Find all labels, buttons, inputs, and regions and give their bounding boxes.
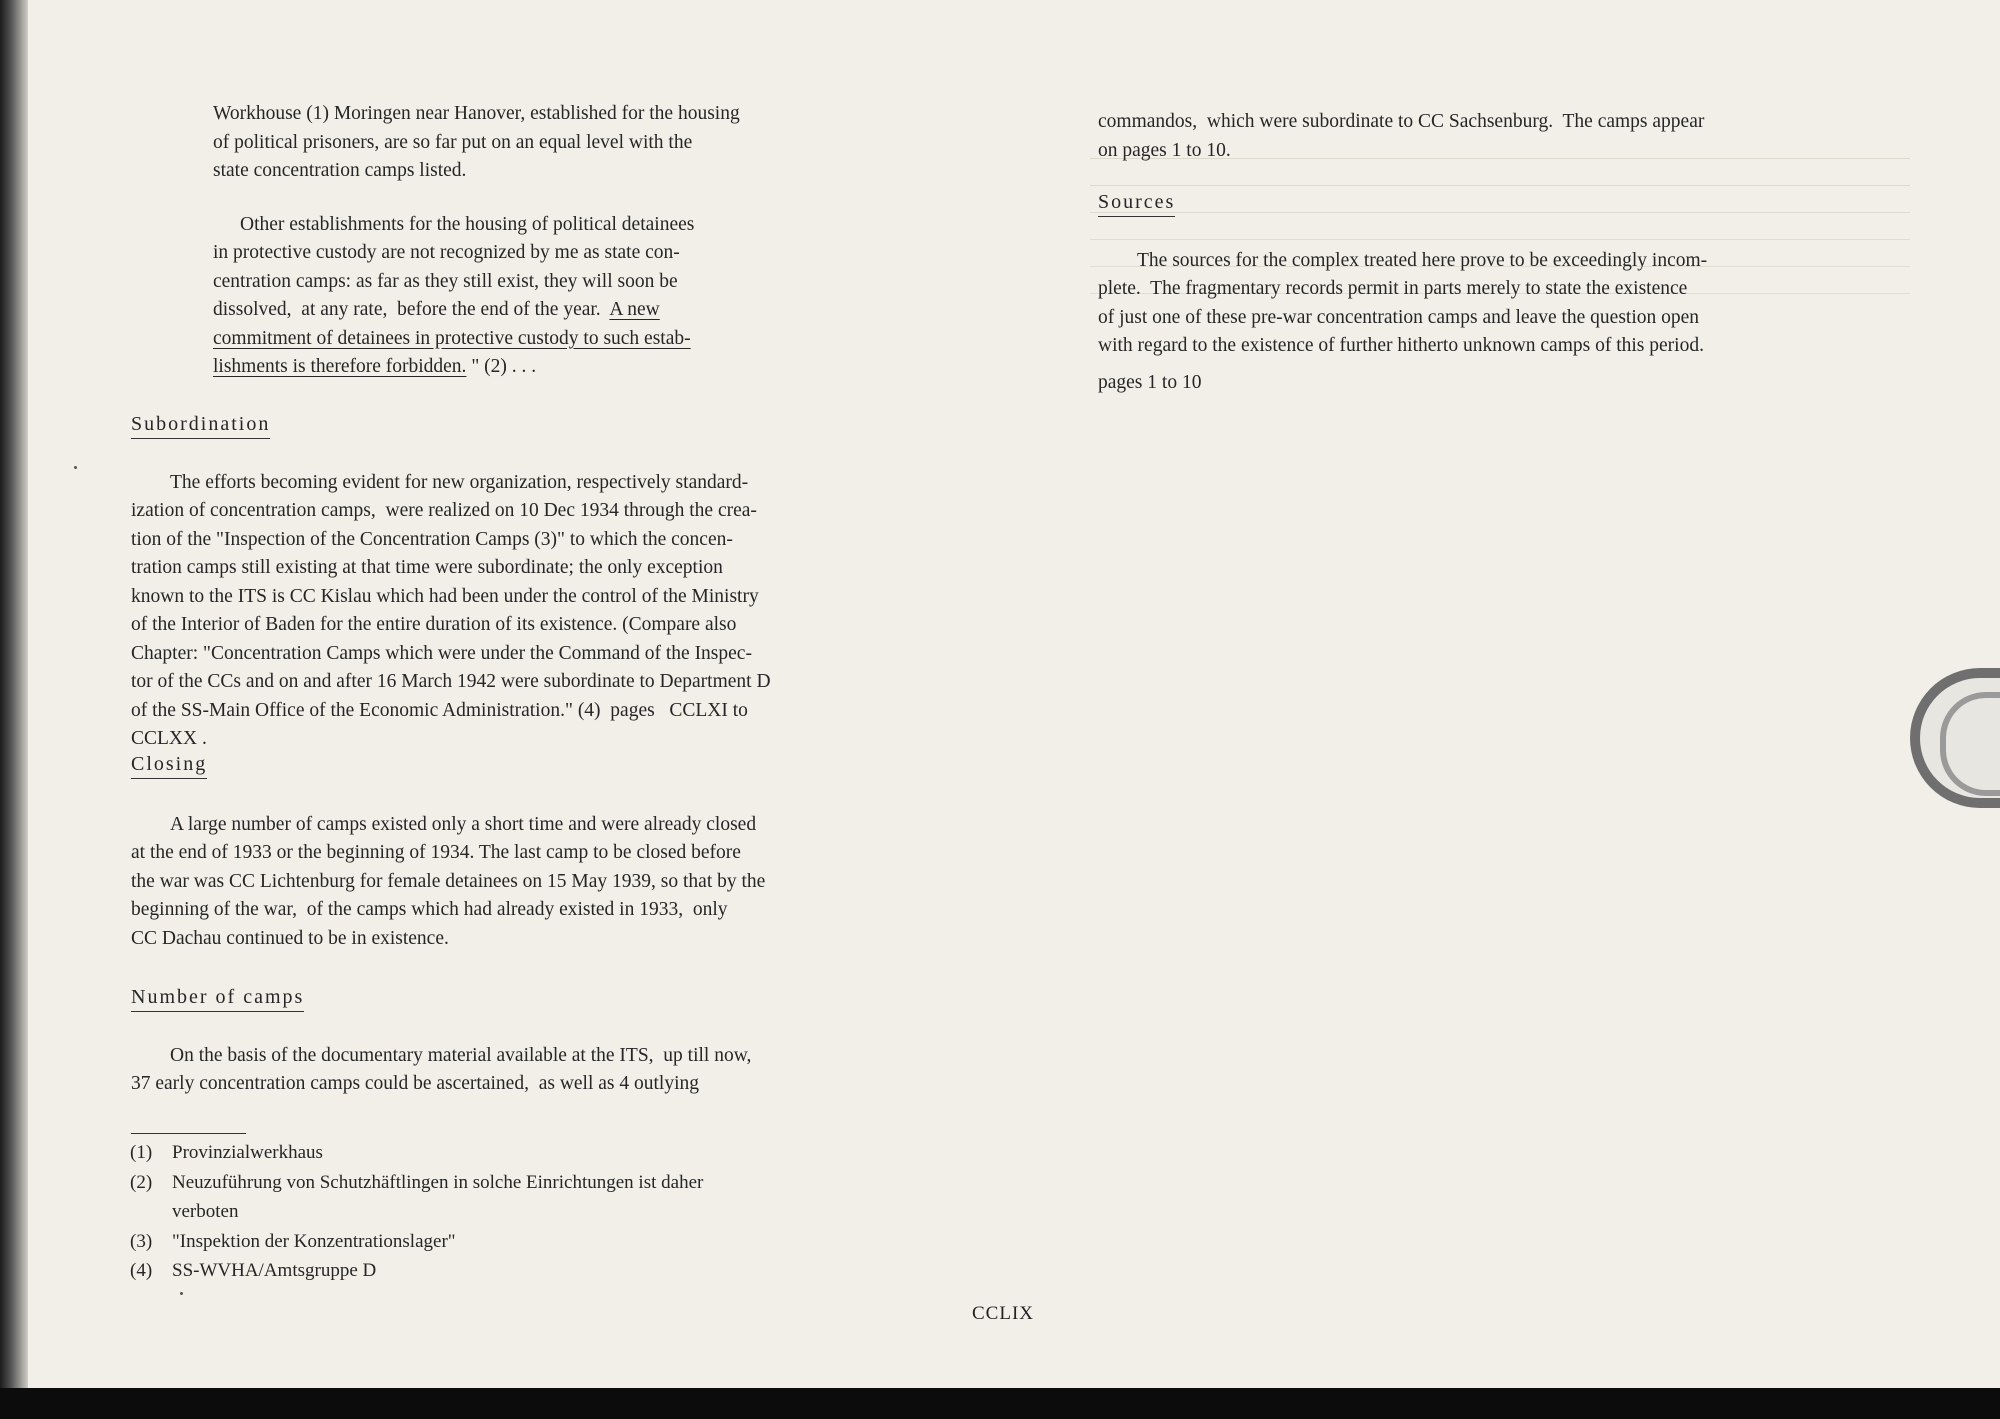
scan-bottom-edge [0, 1388, 2000, 1419]
intro-paragraph: Workhouse (1) Moringen near Hanover, established for the housing of political prisoners, are so far put on an equal level with the state concentration camps listed. [213, 103, 740, 181]
footnote-divider [131, 1133, 246, 1134]
closing-paragraph: at the end of 1933 or the beginning of 1934. The last camp to be closed before the war was CC Lichtenburg for female detainees on 15 May 1939, so that by the beginning of the war, of the camps which had already existed in 1933, only CC Dachau continued to be in existence. [131, 842, 766, 949]
footnote-item: (1) Provinzialwerkhaus [130, 1142, 323, 1163]
speck [74, 466, 77, 469]
sources-paragraph: plete. The fragmentary records permit in parts merely to state the existence of just one of these pre-war concentration camps and leave the question open with regard to the existence of further hitherto unknown camps of this period. [1098, 278, 1704, 356]
sources-first-line: The sources for the complex treated here prove to be exceedingly incom- [1137, 250, 1708, 271]
footnotes [130, 1138, 703, 1286]
footnote-item: (2) Neuzuführung von Schutzhäftlingen in solche Einrichtungen ist daher [130, 1171, 704, 1193]
pages-reference: pages 1 to 10 [1098, 372, 1202, 393]
closing-first-line: A large number of camps existed only a short time and were already closed [170, 814, 757, 835]
number-of-camps-heading: Number of camps [131, 985, 304, 1012]
quoted-paragraph: Other establishments for the housing of political detainees [240, 214, 695, 235]
page-number: CCLIX [972, 1303, 1034, 1324]
footnote-item: (3) "Inspektion der Konzentrationslager" [130, 1230, 456, 1252]
closing-heading: Closing [131, 752, 207, 779]
subordination-heading: Subordination [131, 412, 270, 439]
subordination-first-line: The efforts becoming evident for new organization, respectively standard- [170, 472, 749, 493]
footnote-item: verboten [172, 1201, 239, 1222]
paper-clip [1910, 668, 2000, 808]
speck [180, 1292, 183, 1295]
footnote-item: (4) SS-WVHA/Amtsgruppe D [130, 1260, 377, 1281]
number-paragraph: 37 early concentration camps could be ascertained, as well as 4 outlying [131, 1073, 700, 1094]
book-binding-edge [0, 0, 28, 1388]
subordination-paragraph: ization of concentration camps, were realized on 10 Dec 1934 through the crea- tion of the "Inspection of the Concentration Camps (3)" to which the concen- tration camps still existing at that time were subordinate; the only exception known to the ITS is CC Kislau which had been under the control of the Ministry of the Interior of Baden for the entire duration of its existence. (Compare also Chapter: "Concentration Camps which were under the Command of the Inspec- tor of the CCs and on and after 16 March 1942 were subordinate to Department D of the SS-Main Office of the Economic Administration." (4) pages CCLXI to CCLXX . [131, 500, 771, 749]
sources-heading: Sources [1098, 190, 1175, 217]
right-top-paragraph: commandos, which were subordinate to CC Sachsenburg. The camps appear on pages 1 to 10. [1098, 111, 1705, 161]
quoted-paragraph-body: in protective custody are not recognized by me as state con- centration camps: as far as they still exist, they will soon be dissolved, at any rate, before the end of the year. A new commitment of detainees in protective custody to such estab- lishments is therefore forbidden. " (2) . . . [213, 242, 691, 377]
number-first-line: On the basis of the documentary material available at the ITS, up till now, [170, 1045, 752, 1066]
